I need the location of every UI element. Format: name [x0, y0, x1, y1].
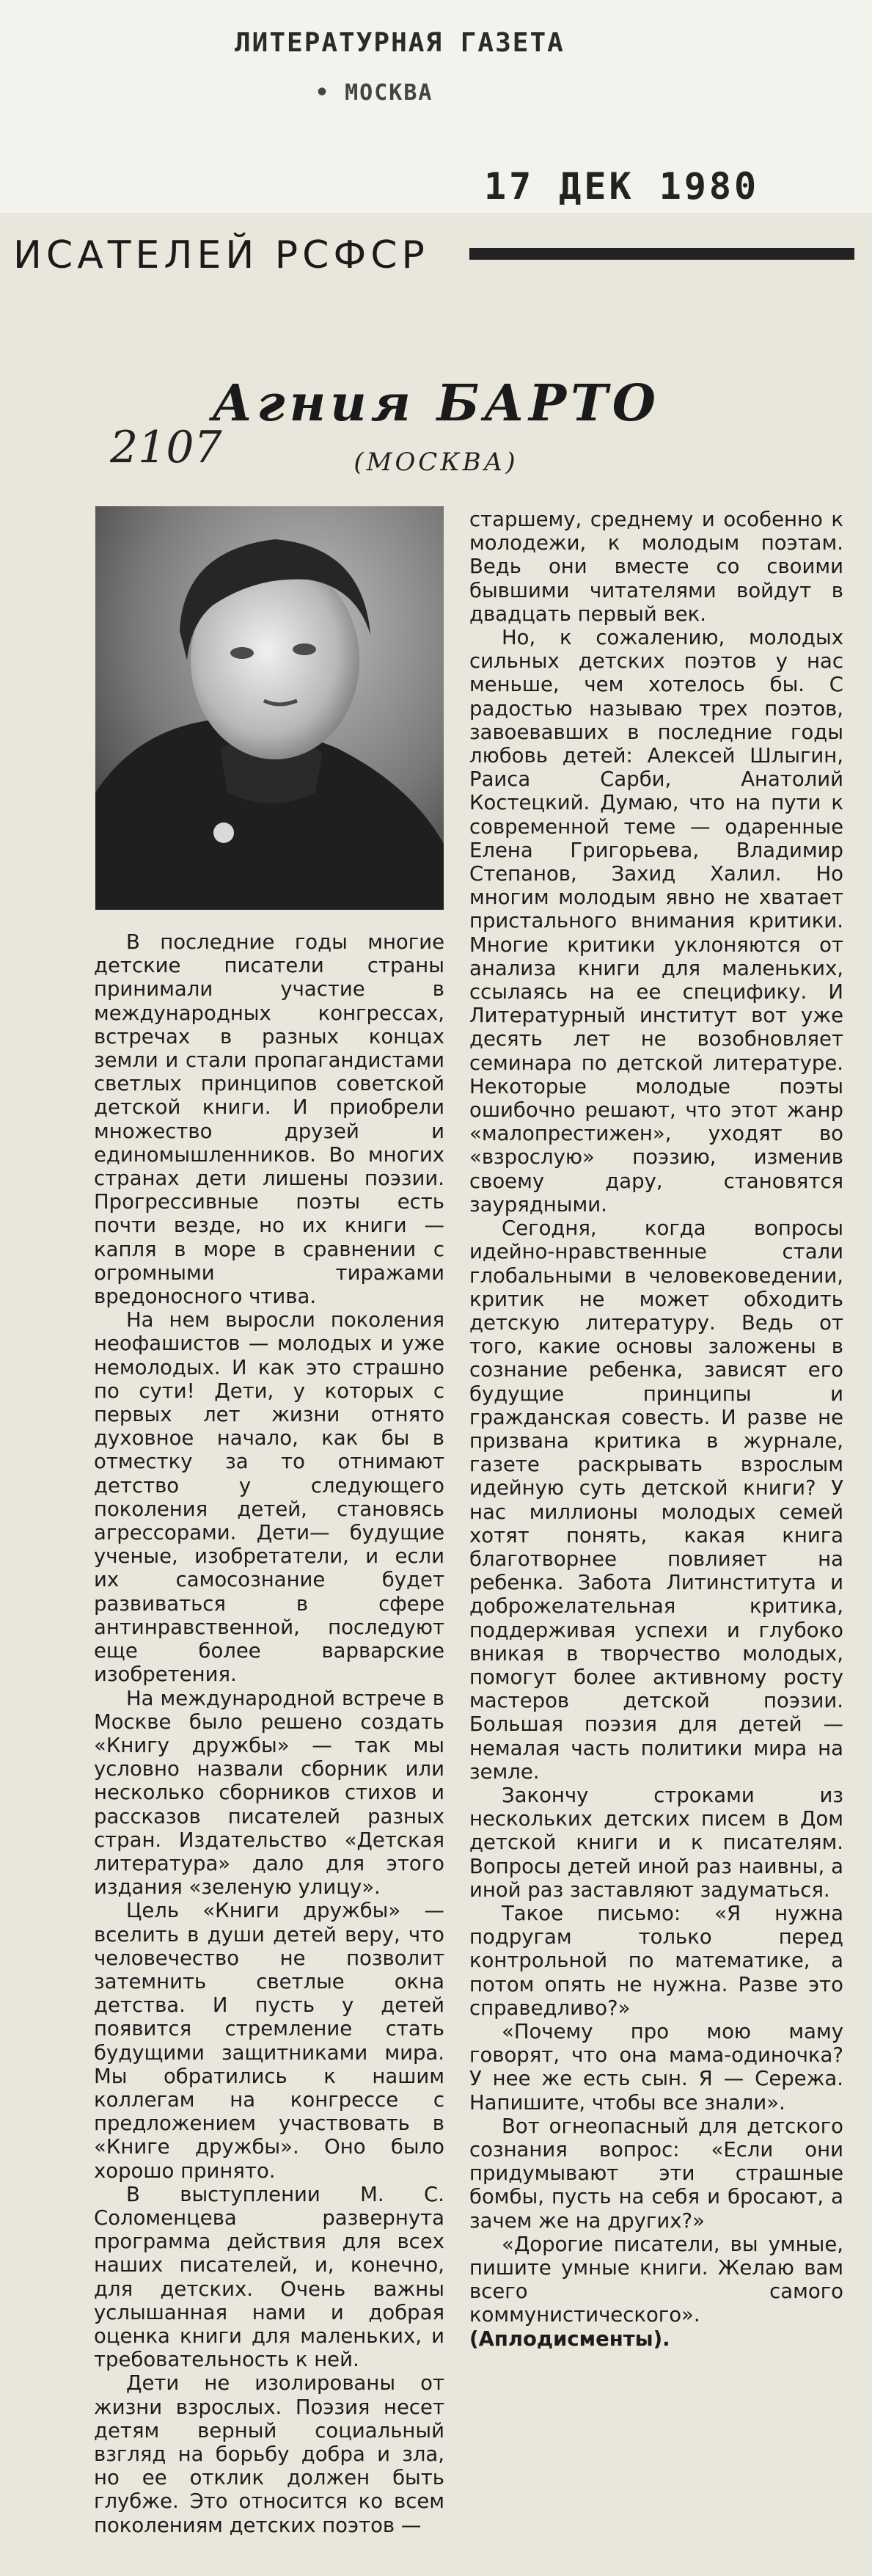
handwritten-note: 2107: [110, 422, 222, 473]
portrait-image: [95, 506, 444, 910]
author-name: Агния БАРТО: [212, 374, 660, 433]
author-photo: [95, 506, 444, 910]
paragraph: Но, к сожалению, молодых сильных детских поэтов у нас меньше, чем хотелось бы. С радостью называю трех поэтов, завоевавших в последние годы любовь детей: Алексей Шлыгин, Раиса Сарби, Анатолий Костецкий. Думаю, что на пути к современной теме — одаренные Елена Григорьева, Владимир Степанов, Захид Халил. Но многим молодым явно не хватает пристального внимания критики. Многие критики уклоняются от анализа книги для маленьких, ссылаясь на ее специфику. И Литературный институт вот уже десять лет не возобновляет семинара по детской литературе. Некоторые молодые поэты ошибочно решают, что этот жанр «малопрестижен», уходят во «взрослую» поэзию, изменив своему дару, становятся заурядными.: [469, 626, 843, 1216]
paragraph: «Почему про мою маму говорят, что она мама-одиночка? У нее же есть сын. Я — Сережа. Напишите, чтобы все знали».: [469, 2020, 843, 2115]
newspaper-name: ЛИТЕРАТУРНАЯ ГАЗЕТА: [235, 28, 565, 58]
article-column-left: [94, 930, 444, 2537]
paragraph: Цель «Книги дружбы» — вселить в души детей веру, что человечество не позволит затемнить светлые окна детства. И пусть у детей появится стремление стать будущими защитниками мира. Мы обратились к нашим коллегам на конгрессе с предложением участвовать в «Книге дружбы». Оно было хорошо принято.: [94, 1899, 444, 2183]
paragraph: Сегодня, когда вопросы идейно-нравственные стали глобальными в человековедении, критик не может обходить детскую литературу. Ведь от того, какие основы заложены в сознание ребенка, зависят его будущие принципы и гражданская совесть. И разве не призвана критика в журнале, газете раскрывать взрослым идейную суть детской книги? У нас миллионы молодых семей хотят понять, какая книга благотворнее повлияет на ребенка. Забота Литинститута и доброжелательная критика, поддерживая успехи и глубоко вникая в творчество молодых, помогут более активному росту мастеров детской поэзии. Большая поэзия для детей — немалая часть политики мира на земле.: [469, 1216, 843, 1784]
paragraph: старшему, среднему и особенно к молодежи, к молодым поэтам. Ведь они вместе со своими бывшими читателями войдут в двадцать первый век.: [469, 508, 843, 626]
section-header: [0, 220, 872, 286]
newspaper-city: • МОСКВА: [315, 80, 433, 106]
paragraph: В выступлении М. С. Соломенцева развернута программа действия для всех наших писателей, и, конечно, для детских. Очень важны услышанная нами и добрая оценка книги для маленьких, и требовательность к ней.: [94, 2182, 444, 2372]
paragraph: Такое письмо: «Я нужна подругам только перед контрольной по математике, а потом опять не нужна. Разве это справедливо?»: [469, 1901, 843, 2020]
author-city: (МОСКВА): [353, 448, 519, 477]
paragraph: На нем выросли поколения неофашистов — молодых и уже немолодых. И как это страшно по сути! Дети, у которых с первых лет жизни отнято духовное начало, как бы в отместку за то отнимают детство у следующего поколения детей, становясь агрессорами. Дети— будущие ученые, изобретатели, и если их самосознание будет развиваться в сфере антинравственной, последуют еще более варварские изобретения.: [94, 1308, 444, 1687]
paragraph-final: [469, 2233, 843, 2351]
final-quote: «Дорогие писатели, вы умные, пишите умные книги. Желаю вам всего самого коммунистического».: [469, 2232, 843, 2327]
paragraph: В последние годы многие детские писатели страны принимали участие в международных конгрессах, встречах в разных концах земли и стали пропагандистами светлых принципов советской детской книги. И приобрели множество друзей и единомышленников. Во многих странах дети лишены поэзии. Прогрессивные поэты есть почти везде, но их книги — капля в море в сравнении с огромными тиражами вредоносного чтива.: [94, 930, 444, 1309]
article-column-right: [469, 508, 843, 2351]
header-rule: [469, 248, 854, 260]
paragraph: Закончу строками из нескольких детских писем в Дом детской книги и к писателям. Вопросы детей иной раз наивны, а иной раз заставляют задуматься.: [469, 1783, 843, 1902]
date-stamp: 17 ДЕК 1980: [484, 165, 760, 208]
paragraph: Дети не изолированы от жизни взрослых. Поэзия несет детям верный социальный взгляд на борьбу добра и зла, но ее отклик должен быть глубже. Это относится ко всем поколениям детских поэтов —: [94, 2371, 444, 2537]
newspaper-stamp: [235, 28, 645, 106]
paragraph: На международной встрече в Москве было решено создать «Книгу дружбы» — так мы условно назвали сборник или несколько сборников стихов и рассказов писателей разных стран. Издательство «Детская литература» дало для этого издания «зеленую улицу».: [94, 1686, 444, 1900]
applause-note: (Аплодисменты).: [469, 2327, 670, 2351]
paragraph: Вот огнеопасный для детского сознания вопрос: «Если они придумывают эти страшные бомбы, пусть на себя и бросают, а зачем же на других?»: [469, 2114, 843, 2233]
section-title: ИСАТЕЛЕЙ РСФСР: [13, 233, 429, 277]
